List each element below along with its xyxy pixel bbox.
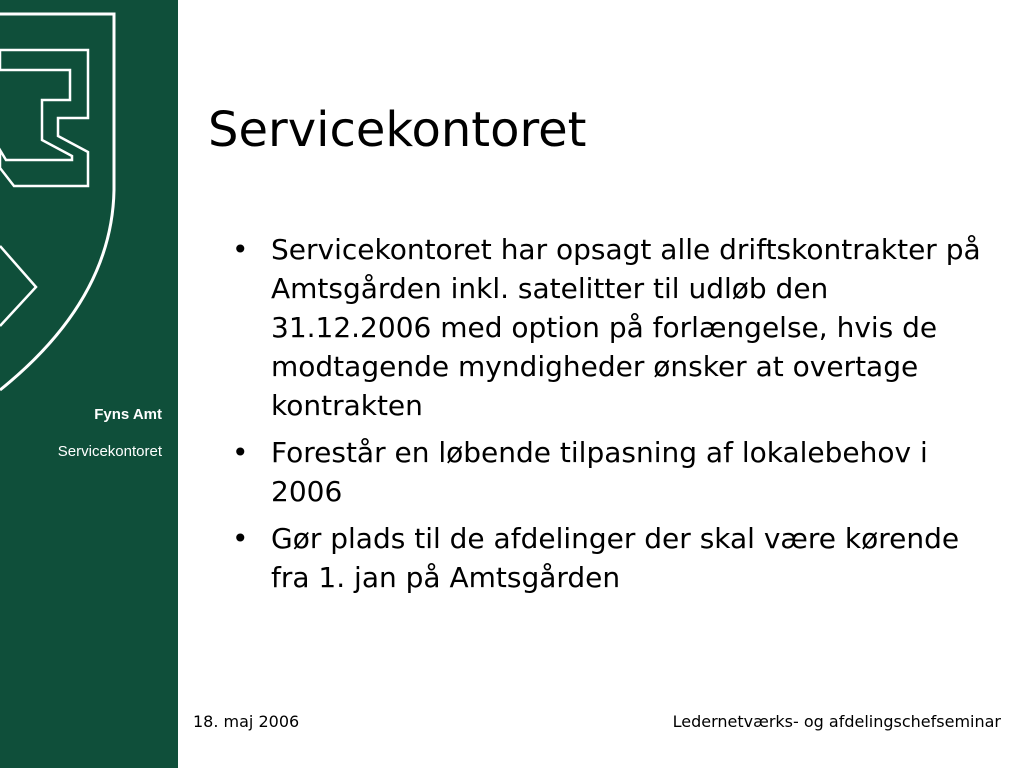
bullet-list [232, 230, 992, 605]
bullet-dot-icon: • [232, 436, 249, 469]
bullet-item [232, 433, 992, 511]
slide-title: Servicekontoret [208, 102, 587, 158]
bullet-dot-icon: • [232, 233, 249, 266]
bullet-item [232, 519, 992, 597]
org-name: Fyns Amt [94, 406, 162, 423]
dept-name: Servicekontoret [57, 443, 162, 460]
footer-event-name: Ledernetværks- og afdelingschefseminar [672, 712, 1001, 731]
bullet-text: Servicekontoret har opsagt alle driftskontrakter på Amtsgården inkl. satelitter til udløb den 31.12.2006 med option på forlængelse, hvis de modtagende myndigheder ønsker at overtage kontrakten [271, 233, 981, 422]
fyns-amt-shield-emblem-icon [0, 0, 178, 400]
sidebar [0, 0, 178, 768]
bullet-dot-icon: • [232, 522, 249, 555]
bullet-item [232, 230, 992, 425]
bullet-text: Gør plads til de afdelinger der skal være kørende fra 1. jan på Amtsgården [271, 522, 960, 594]
footer-date: 18. maj 2006 [193, 712, 300, 731]
bullet-text: Forestår en løbende tilpasning af lokalebehov i 2006 [271, 436, 928, 508]
